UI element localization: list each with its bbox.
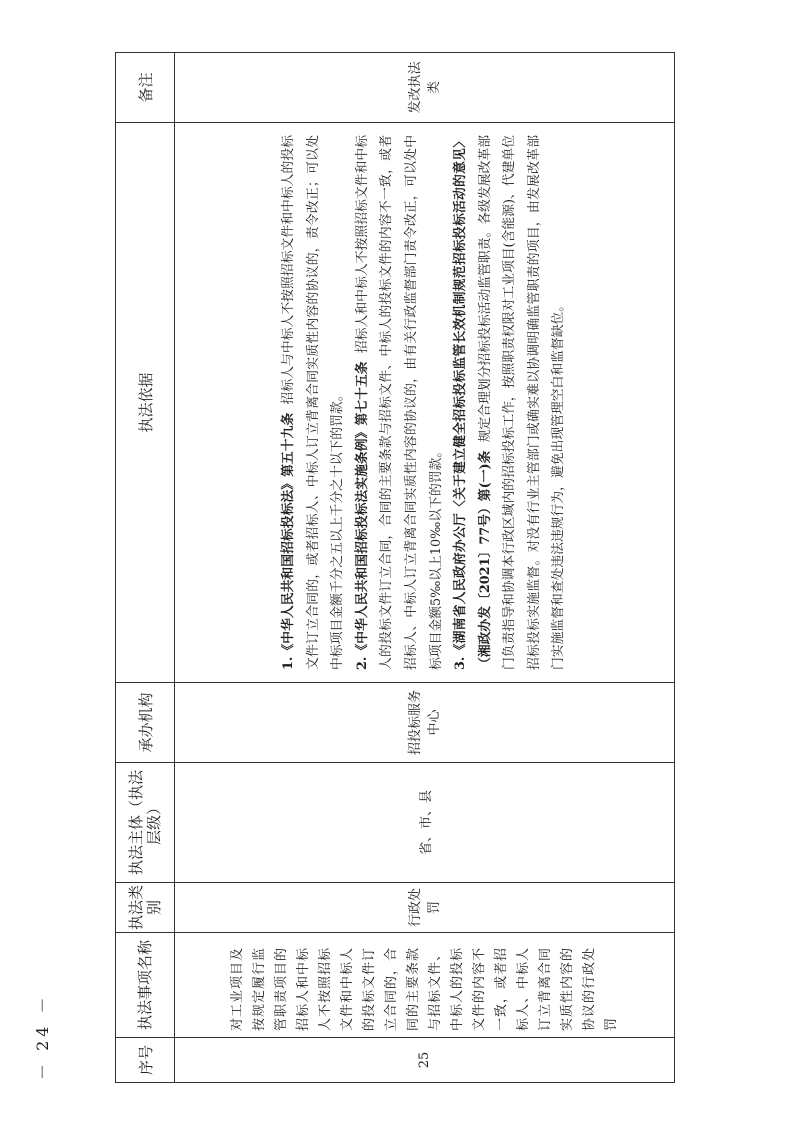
- page-number: － 24 －: [33, 993, 52, 1080]
- basis-paragraph: [277, 135, 351, 670]
- header-no: 序号: [116, 1038, 175, 1083]
- basis-body: 招标人与中标人不按照招标文件和中标人的投标文件订立合同的，或者招标人、中标人订立背离合同实质性内容的协议的，责令改正；可以处中标项目金额千分之五以上千分之十以下的罚款。: [280, 134, 346, 670]
- header-dept: 承办机构: [116, 683, 175, 763]
- row-basis-cell: [175, 123, 675, 683]
- header-row: [116, 53, 175, 1083]
- header-type: 执法类别: [116, 883, 175, 933]
- row-item: 对工业项目及按规定履行监管职责项目的招标人和中标人不按照招标文件和中标人的投标文件订立合同的，合同的主要条款与招标文件、中标人的投标文件的内容不一致，或者招标人、中标人订立背离合同实质性内容的协议的行政处罚: [229, 946, 619, 1031]
- header-item: 执法事项名称: [116, 933, 175, 1038]
- basis-lead: 3.《湖南省人民政府办公厅〈关于建立健全招标投标监管长效机制规范招标投标活动的意见〉（湘政办发〔2021〕77号）第(一)条: [453, 135, 493, 670]
- basis-lead: 2.《中华人民共和国招标投标法实施条例》第七十五条: [354, 361, 370, 670]
- page-number-wrap: [24, 960, 64, 1100]
- row-no: 25: [175, 1038, 675, 1083]
- basis-body: 规定合理划分招标投标活动监管职责。各级发展改革部门负责指导和协调本行政区域内的招标投标工作，按照职责权限对工业项目(含能源)、代建单位招标投标实施监督。对没有行业主管部门或确实难以协调明确监管职责的项目，由发展改革部门实施监督和查处违法违规行为，避免出现管理空白和监督缺位。: [477, 135, 567, 670]
- row-note: 发改执法类: [175, 53, 675, 123]
- basis-body: 招标人和中标人不按照招标文件和中标人的投标文件订立合同，合同的主要条款与招标文件、中标人的投标文件的内容不一致，或者招标人、中标人订立背离合同实质性内容的协议的，由有关行政监督部门责令改正，可以处中标项目金额5‰以上10‰以下的罚款。: [354, 134, 444, 670]
- enforcement-table: [115, 52, 675, 1083]
- row-subject: 省、市、县: [175, 763, 675, 883]
- rotated-table-container: [115, 53, 675, 1083]
- basis-paragraph: [351, 135, 449, 670]
- header-note: 备注: [116, 53, 175, 123]
- table-row: [175, 53, 675, 1083]
- header-subject: 执法主体（执法层级）: [116, 763, 175, 883]
- header-basis: 执法依据: [116, 123, 175, 683]
- basis-lead: 1.《中华人民共和国招标投标法》第五十九条: [280, 412, 296, 670]
- row-item-cell: [175, 933, 675, 1038]
- basis-paragraph: [449, 135, 572, 670]
- row-type: 行政处罚: [175, 883, 675, 933]
- basis-text: [269, 123, 580, 682]
- row-dept: 招投标服务中心: [175, 683, 675, 763]
